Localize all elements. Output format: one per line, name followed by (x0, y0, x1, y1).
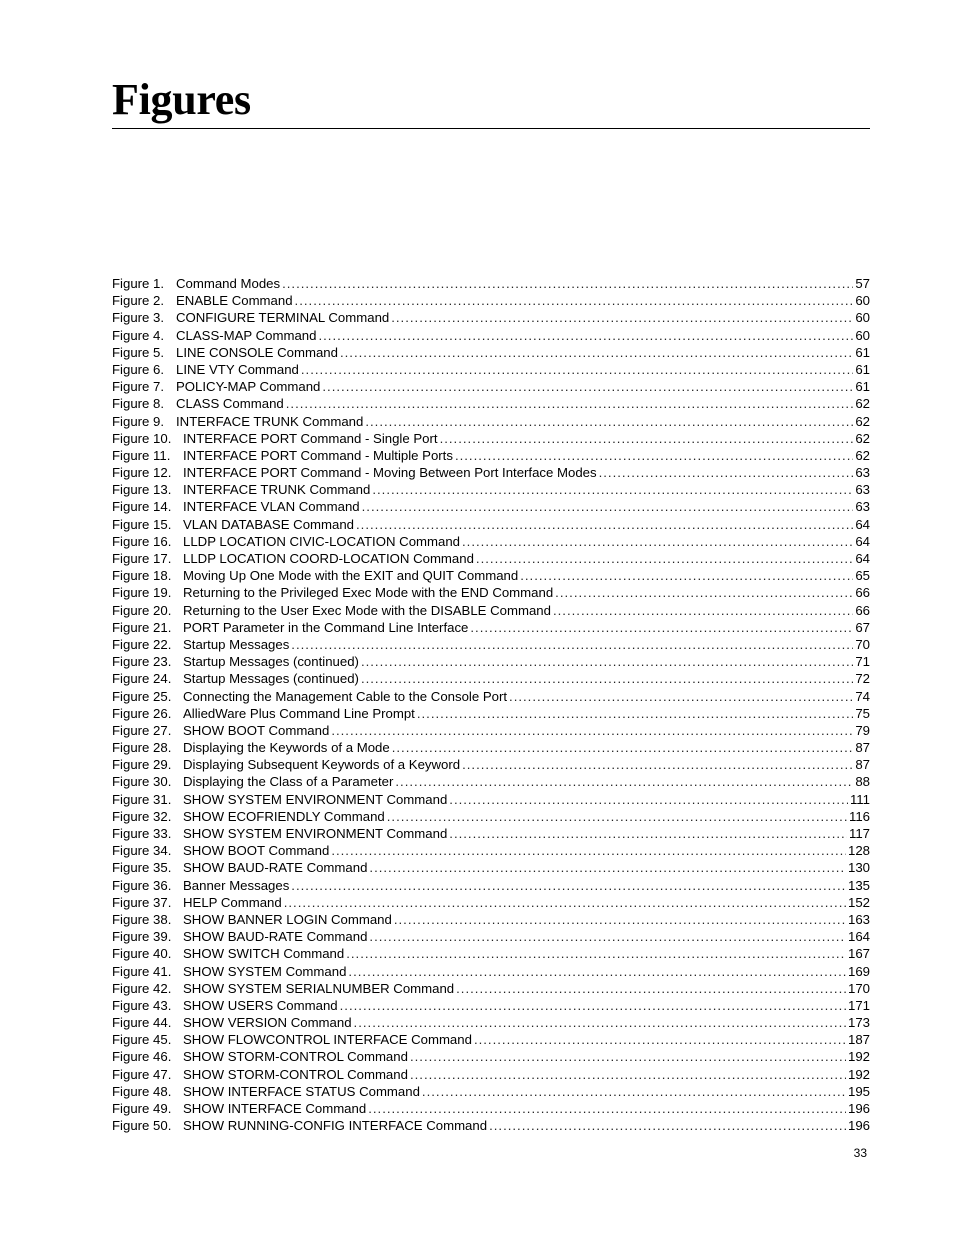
figure-title: LINE CONSOLE Command (176, 344, 338, 360)
figure-title: SHOW INTERFACE Command (183, 1101, 367, 1116)
figure-page-number: 135 (847, 877, 870, 893)
title-rule (112, 128, 870, 129)
figure-entry[interactable] (112, 773, 870, 790)
dot-leader (372, 481, 853, 498)
figure-entry[interactable] (112, 653, 870, 670)
figure-title: Command Modes (176, 276, 281, 291)
figure-title: SHOW SYSTEM SERIALNUMBER Command (183, 980, 455, 996)
dot-leader (362, 498, 854, 515)
figure-label: Figure 39. (112, 929, 172, 945)
figure-label: Figure 5. (112, 344, 165, 360)
figure-label: Figure 43. (112, 997, 172, 1013)
figure-entry[interactable] (112, 808, 870, 825)
figure-entry[interactable] (112, 636, 870, 653)
figure-title: ENABLE Command (176, 293, 293, 309)
figure-title: SHOW STORM-CONTROL Command (183, 1066, 408, 1082)
figure-title: SHOW BOOT Command (183, 722, 330, 738)
figure-label: Figure 46. (112, 1049, 172, 1065)
figure-entry[interactable] (112, 1031, 870, 1048)
figure-page-number: 62 (855, 447, 870, 463)
figure-title: Startup Messages (continued) (183, 671, 359, 687)
figure-label: Figure 29. (112, 757, 172, 773)
figure-label: Figure 1. (112, 276, 165, 291)
figure-entry[interactable] (112, 756, 870, 773)
dot-leader (456, 980, 846, 997)
figure-label: Figure 15. (112, 516, 172, 532)
figure-page-number: 74 (855, 688, 870, 704)
figure-entry[interactable] (112, 275, 870, 292)
figure-entry[interactable] (112, 567, 870, 584)
figure-entry[interactable] (112, 980, 870, 997)
figure-page-number: 60 (855, 310, 870, 326)
dot-leader (318, 327, 853, 344)
figure-title: Returning to the Privileged Exec Mode with the END Command (183, 585, 554, 601)
page-number: 33 (853, 1146, 867, 1160)
figure-title: SHOW STORM-CONTROL Command (183, 1049, 408, 1065)
figure-title: POLICY-MAP Command (176, 379, 321, 395)
figure-entry[interactable] (112, 292, 870, 309)
figure-entry[interactable] (112, 1014, 870, 1031)
figure-page-number: 195 (847, 1083, 870, 1099)
dot-leader (476, 550, 853, 567)
figure-title: Returning to the User Exec Mode with the DISABLE Command (183, 602, 551, 618)
figure-label: Figure 33. (112, 826, 172, 841)
figure-page-number: 71 (855, 654, 870, 670)
figure-page-number: 87 (855, 757, 870, 773)
figure-label: Figure 21. (112, 619, 172, 635)
figure-label: Figure 48. (112, 1083, 172, 1099)
figure-title: SHOW VERSION Command (183, 1015, 352, 1031)
figure-page-number: 163 (847, 911, 870, 927)
figure-label: Figure 10. (112, 430, 172, 446)
figure-label: Figure 40. (112, 946, 172, 962)
figure-page-number: 60 (855, 327, 870, 343)
figure-title: SHOW SYSTEM ENVIRONMENT Command (183, 791, 448, 807)
figure-title: AlliedWare Plus Command Line Prompt (183, 705, 415, 721)
figure-title: LINE VTY Command (176, 361, 299, 377)
figure-entry[interactable] (112, 584, 870, 601)
figure-page-number: 164 (847, 929, 870, 945)
figure-title: PORT Parameter in the Command Line Interface (183, 619, 469, 635)
figure-page-number: 60 (855, 293, 870, 309)
figure-label: Figure 14. (112, 499, 172, 515)
figure-page-number: 187 (847, 1032, 870, 1048)
dot-leader (462, 756, 853, 773)
figure-page-number: 192 (847, 1066, 870, 1082)
figure-entry[interactable] (112, 825, 870, 842)
dot-leader (340, 344, 853, 361)
figure-label: Figure 32. (112, 808, 172, 824)
figure-page-number: 196 (847, 1118, 870, 1134)
figure-label: Figure 4. (112, 327, 165, 343)
figure-page-number: 65 (855, 568, 870, 584)
figure-title: SHOW USERS Command (183, 997, 338, 1013)
dot-leader (368, 1100, 846, 1117)
figure-label: Figure 28. (112, 740, 172, 756)
figure-entry[interactable] (112, 1066, 870, 1083)
figure-title: Startup Messages (183, 636, 290, 652)
figure-entry[interactable] (112, 945, 870, 962)
figure-page-number: 130 (847, 860, 870, 876)
figure-entry[interactable] (112, 619, 870, 636)
figure-entry[interactable] (112, 1048, 870, 1065)
dot-leader (410, 1066, 846, 1083)
dot-leader (489, 1117, 846, 1134)
dot-leader (365, 413, 853, 430)
figure-label: Figure 47. (112, 1066, 172, 1082)
dot-leader (295, 292, 854, 309)
figure-page-number: 62 (855, 413, 870, 429)
dot-leader (417, 705, 853, 722)
figure-title: INTERFACE TRUNK Command (176, 413, 364, 429)
dot-leader (520, 567, 853, 584)
figure-title: Displaying Subsequent Keywords of a Keyword (183, 757, 461, 773)
dot-leader (440, 430, 854, 447)
dot-leader (322, 378, 853, 395)
figure-page-number: 61 (855, 379, 870, 395)
figure-title: INTERFACE PORT Command - Multiple Ports (183, 447, 453, 463)
dot-leader (284, 894, 846, 911)
figure-entry[interactable] (112, 481, 870, 498)
figure-entry[interactable] (112, 430, 870, 447)
figure-entry[interactable] (112, 670, 870, 687)
figure-page-number: 63 (855, 465, 870, 481)
dot-leader (356, 516, 853, 533)
figure-entry[interactable] (112, 859, 870, 876)
figure-title: SHOW SWITCH Command (183, 946, 345, 962)
figure-label: Figure 38. (112, 911, 172, 927)
figure-title: INTERFACE PORT Command - Single Port (183, 430, 438, 446)
figure-label: Figure 13. (112, 482, 172, 498)
figure-entry[interactable] (112, 705, 870, 722)
figure-entry[interactable] (112, 550, 870, 567)
figure-page-number: 72 (855, 671, 870, 687)
figure-title: Moving Up One Mode with the EXIT and QUIT Command (183, 568, 519, 584)
figure-label: Figure 44. (112, 1015, 172, 1031)
figure-entry[interactable] (112, 722, 870, 739)
figure-label: Figure 31. (112, 791, 172, 807)
figure-title: SHOW SYSTEM ENVIRONMENT Command (183, 826, 448, 841)
figure-title: CONFIGURE TERMINAL Command (176, 310, 390, 326)
figure-entry[interactable] (112, 361, 870, 378)
figure-page-number: 170 (847, 980, 870, 996)
figure-title: Displaying the Keywords of a Mode (183, 740, 390, 756)
figure-title: CLASS Command (176, 396, 284, 412)
dot-leader (291, 636, 853, 653)
figure-page-number: 70 (855, 636, 870, 652)
dot-leader (394, 911, 846, 928)
dot-leader (392, 739, 854, 756)
figure-label: Figure 18. (112, 568, 172, 584)
dot-leader (361, 670, 853, 687)
dot-leader (509, 688, 853, 705)
figure-page-number: 169 (847, 963, 870, 979)
figure-title: SHOW ECOFRIENDLY Command (183, 808, 385, 824)
figure-title: VLAN DATABASE Command (183, 516, 355, 532)
figure-label: Figure 12. (112, 465, 172, 481)
dot-leader (354, 1014, 846, 1031)
dot-leader (348, 963, 846, 980)
dot-leader (455, 447, 853, 464)
figure-label: Figure 26. (112, 705, 172, 721)
figure-title: SHOW BAUD-RATE Command (183, 929, 368, 945)
figure-page-number: 152 (847, 894, 870, 910)
figure-label: Figure 35. (112, 860, 172, 876)
figure-entry[interactable] (112, 413, 870, 430)
figure-page-number: 61 (855, 361, 870, 377)
figure-entry[interactable] (112, 1117, 870, 1134)
figure-label: Figure 42. (112, 980, 172, 996)
dot-leader (422, 1083, 846, 1100)
figure-title: Connecting the Management Cable to the Console Port (183, 688, 508, 704)
figure-page-number: 79 (855, 722, 870, 738)
figure-entry[interactable] (112, 447, 870, 464)
figure-label: Figure 24. (112, 671, 172, 687)
figure-page-number: 64 (855, 533, 870, 549)
figure-page-number: 167 (847, 946, 870, 962)
figure-title: SHOW FLOWCONTROL INTERFACE Command (183, 1032, 472, 1048)
figure-page-number: 173 (847, 1015, 870, 1031)
dot-leader (331, 842, 846, 859)
figure-page-number: 64 (855, 516, 870, 532)
figure-label: Figure 8. (112, 396, 165, 412)
figure-page-number: 75 (855, 705, 870, 721)
figure-label: Figure 34. (112, 843, 172, 859)
figure-page-number: 87 (855, 740, 870, 756)
figure-label: Figure 27. (112, 722, 172, 738)
figure-title: Banner Messages (183, 877, 290, 893)
figure-entry[interactable] (112, 877, 870, 894)
dot-leader (286, 395, 854, 412)
dot-leader (391, 309, 853, 326)
dot-leader (462, 533, 853, 550)
dot-leader (474, 1031, 846, 1048)
figure-title: SHOW BAUD-RATE Command (183, 860, 368, 876)
figure-entry[interactable] (112, 395, 870, 412)
figure-label: Figure 11. (112, 447, 171, 463)
figure-page-number: 88 (855, 774, 870, 790)
dot-leader (340, 997, 846, 1014)
dot-leader (301, 361, 853, 378)
figure-page-number: 61 (855, 344, 870, 360)
figure-label: Figure 9. (112, 413, 165, 429)
figure-page-number: 62 (855, 430, 870, 446)
figure-entry[interactable] (112, 688, 870, 705)
figure-entry[interactable] (112, 309, 870, 326)
figure-page-number: 62 (855, 396, 870, 412)
figure-entry[interactable] (112, 791, 870, 808)
dot-leader (291, 877, 846, 894)
figure-label: Figure 41. (112, 963, 172, 979)
figure-entry[interactable] (112, 327, 870, 344)
figure-label: Figure 19. (112, 585, 172, 601)
dot-leader (331, 722, 853, 739)
figure-page-number: 171 (847, 997, 870, 1013)
figure-title: CLASS-MAP Command (176, 327, 317, 343)
figure-entry[interactable] (112, 378, 870, 395)
figure-page-number: 57 (855, 276, 870, 291)
figure-label: Figure 25. (112, 688, 172, 704)
dot-leader (346, 945, 846, 962)
figure-entry[interactable] (112, 842, 870, 859)
figure-page-number: 66 (855, 585, 870, 601)
dot-leader (369, 859, 846, 876)
figure-page-number: 64 (855, 551, 870, 566)
figure-label: Figure 16. (112, 533, 172, 549)
figure-entry[interactable] (112, 963, 870, 980)
figure-entry[interactable] (112, 344, 870, 361)
figure-entry[interactable] (112, 1083, 870, 1100)
figure-label: Figure 7. (112, 379, 165, 395)
figure-entry[interactable] (112, 602, 870, 619)
figure-entry[interactable] (112, 1100, 870, 1117)
figure-label: Figure 22. (112, 636, 172, 652)
figure-entry[interactable] (112, 911, 870, 928)
figure-entry[interactable] (112, 533, 870, 550)
dot-leader (395, 773, 853, 790)
figure-title: HELP Command (183, 894, 282, 910)
figure-title: SHOW BANNER LOGIN Command (183, 911, 392, 927)
figure-title: SHOW INTERFACE STATUS Command (183, 1083, 420, 1099)
figure-entry[interactable] (112, 894, 870, 911)
dot-leader (555, 584, 853, 601)
dot-leader (470, 619, 853, 636)
figure-title: Displaying the Class of a Parameter (183, 774, 394, 790)
figure-page-number: 66 (855, 602, 870, 618)
figure-title: Startup Messages (continued) (183, 654, 359, 670)
figure-page-number: 117 (848, 826, 870, 841)
figure-label: Figure 49. (112, 1101, 172, 1116)
figure-page-number: 111 (849, 791, 870, 807)
figure-label: Figure 50. (112, 1118, 172, 1134)
figure-label: Figure 30. (112, 774, 172, 790)
dot-leader (410, 1048, 846, 1065)
figure-title: SHOW RUNNING-CONFIG INTERFACE Command (183, 1118, 488, 1134)
figure-label: Figure 20. (112, 602, 172, 618)
figure-page-number: 67 (855, 619, 870, 635)
figure-entry[interactable] (112, 498, 870, 515)
figure-label: Figure 3. (112, 310, 165, 326)
figure-title: INTERFACE TRUNK Command (183, 482, 371, 498)
dot-leader (449, 791, 848, 808)
figure-entry[interactable] (112, 997, 870, 1014)
figure-page-number: 116 (848, 808, 870, 824)
dot-leader (553, 602, 853, 619)
figure-page-number: 128 (847, 843, 870, 859)
figure-title: SHOW SYSTEM Command (183, 963, 347, 979)
dot-leader (282, 275, 853, 292)
figure-label: Figure 45. (112, 1032, 172, 1048)
dot-leader (599, 464, 854, 481)
figure-page-number: 192 (847, 1049, 870, 1065)
figure-label: Figure 17. (112, 551, 172, 566)
figure-title: SHOW BOOT Command (183, 843, 330, 859)
dot-leader (361, 653, 853, 670)
figure-entry[interactable] (112, 516, 870, 533)
figure-title: LLDP LOCATION COORD-LOCATION Command (183, 551, 474, 566)
figure-entry[interactable] (112, 928, 870, 945)
dot-leader (387, 808, 847, 825)
figure-label: Figure 6. (112, 361, 165, 377)
figure-label: Figure 37. (112, 894, 172, 910)
figure-label: Figure 36. (112, 877, 172, 893)
figure-label: Figure 2. (112, 293, 165, 309)
figure-label: Figure 23. (112, 654, 172, 670)
figure-title: LLDP LOCATION CIVIC-LOCATION Command (183, 533, 460, 549)
figure-entry[interactable] (112, 739, 870, 756)
page-title: Figures (112, 75, 251, 124)
figure-title: INTERFACE VLAN Command (183, 499, 360, 515)
figures-list (112, 275, 870, 1134)
dot-leader (369, 928, 846, 945)
figure-page-number: 63 (855, 482, 870, 498)
figure-page-number: 63 (855, 499, 870, 515)
figure-title: INTERFACE PORT Command - Moving Between Port Interface Modes (183, 465, 597, 481)
figure-page-number: 196 (847, 1101, 870, 1116)
figure-entry[interactable] (112, 464, 870, 481)
dot-leader (449, 825, 847, 842)
